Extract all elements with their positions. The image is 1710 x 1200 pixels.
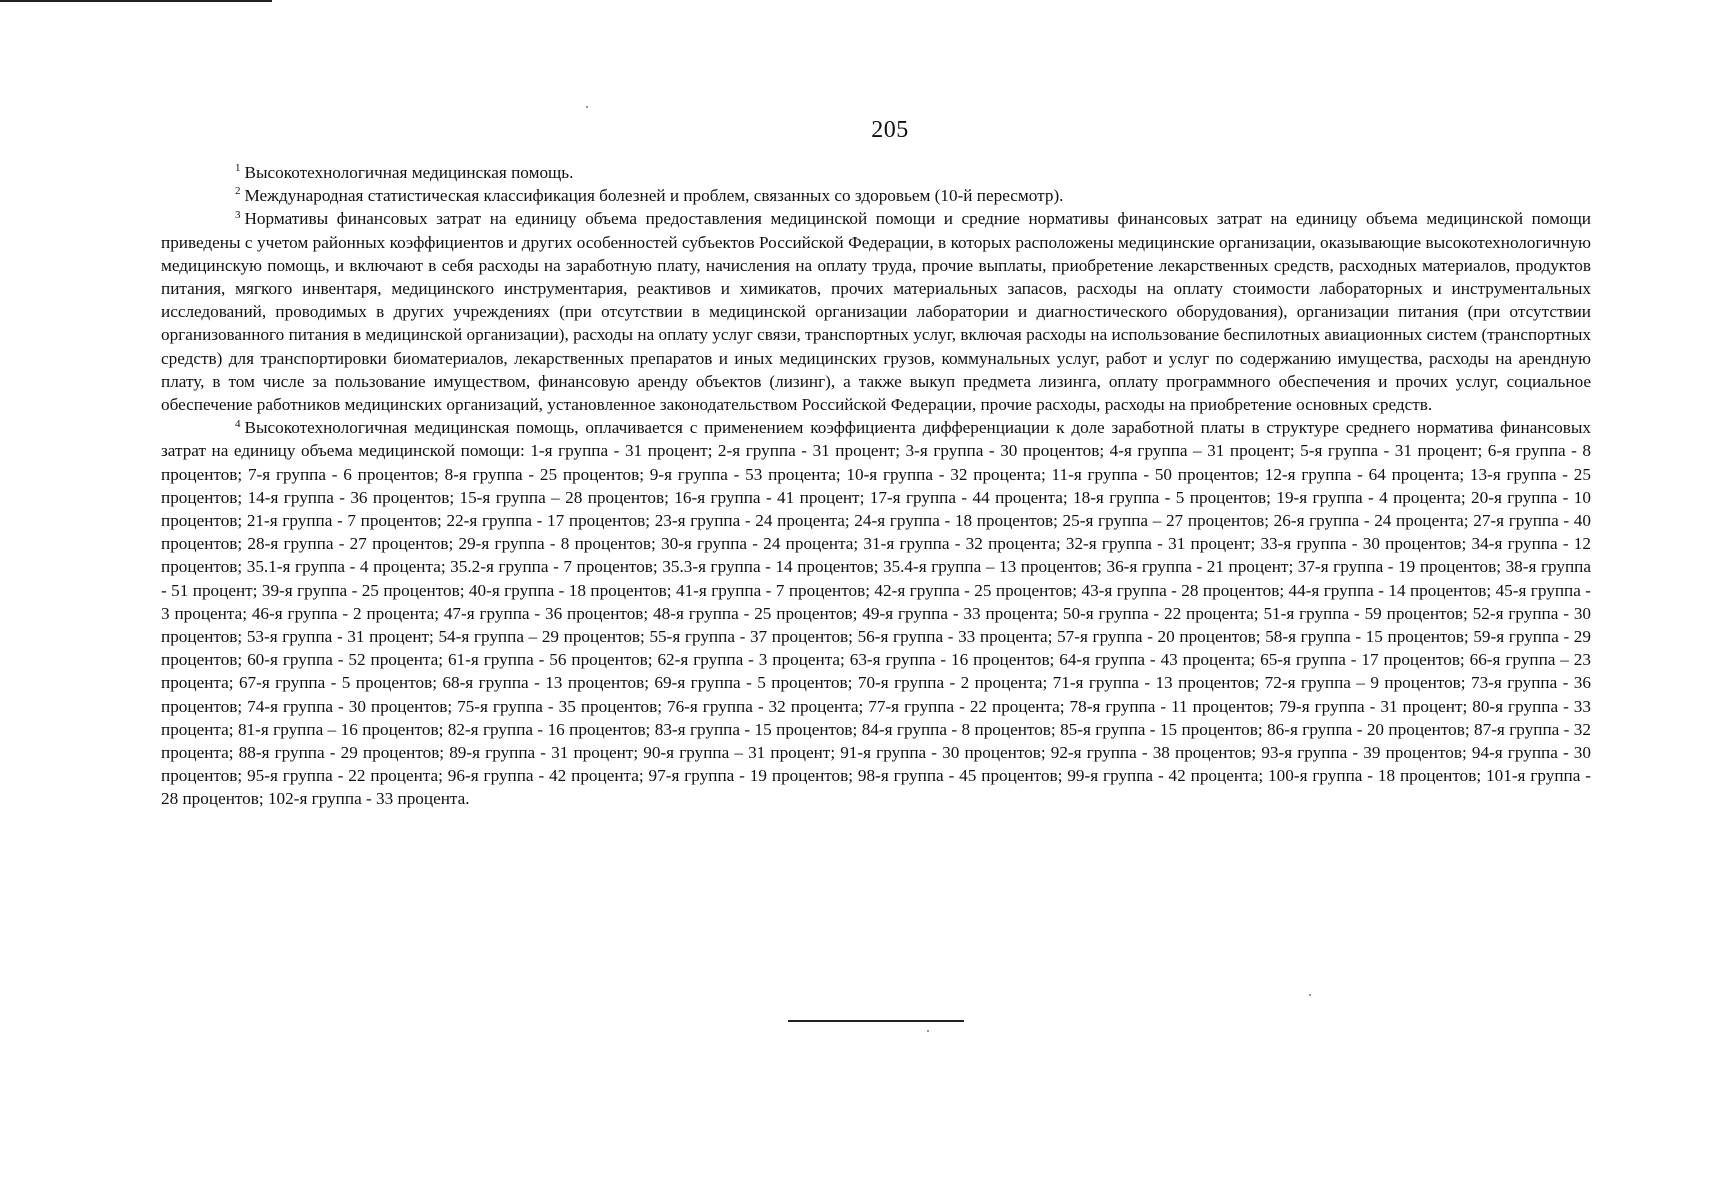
- scan-speck: [1309, 994, 1311, 996]
- footnote-text: Нормативы финансовых затрат на единицу объема предоставления медицинской помощи и средние нормативы финансовых затрат на единицу объема медицинской помощи приведены с учетом районных коэффициентов и других особенностей субъектов Российской Федерации, в которых расположены медицинские организации, оказывающие высокотехнологичную медицинскую помощь, и включают в себя расходы на заработную плату, начисления на оплату труда, прочие выплаты, приобретение лекарственных средств, расходных материалов, продуктов питания, мягкого инвентаря, медицинского инструментария, реактивов и химикатов, прочих материальных запасов, расходы на оплату стоимости лабораторных и инструментальных исследований, проводимых в других учреждениях (при отсутствии в медицинской организации лаборатории и диагностического оборудования), организации питания (при отсутствии организованного питания в медицинской организации), расходы на оплату услуг связи, транспортных услуг, включая расходы на использование беспилотных авиационных систем (транспортных средств) для транспортировки биоматериалов, лекарственных препаратов и иных медицинских грузов, коммунальных услуг, работ и услуг по содержанию имущества, расходы на арендную плату, в том числе за пользование имуществом, финансовую аренду объектов (лизинг), а также выкуп предмета лизинга, оплату программного обеспечения и прочих услуг, социальное обеспечение работников медицинских организаций, установленное законодательством Российской Федерации, прочие расходы, расходы на приобретение основных средств.: [161, 209, 1591, 415]
- footnote-text: Высокотехнологичная медицинская помощь, оплачивается с применением коэффициента дифференциации к доле заработной платы в структуре среднего норматива финансовых затрат на единицу объема медицинской помощи: 1-я группа - 31 процент; 2-я группа - 31 процент; 3-я группа - 30 процентов; 4-я группа – 31 процент; 5-я группа - 31 процент; 6-я группа - 8 процентов; 7-я группа - 6 процентов; 8-я группа - 25 процентов; 9-я группа - 53 процента; 10-я группа - 32 процента; 11-я группа - 50 процентов; 12-я группа - 64 процента; 13-я группа - 25 процентов; 14-я группа - 36 процентов; 15-я группа – 28 процентов; 16-я группа - 41 процент; 17-я группа - 44 процента; 18-я группа - 5 процентов; 19-я группа - 4 процента; 20-я группа - 10 процентов; 21-я группа - 7 процентов; 22-я группа - 17 процентов; 23-я группа - 24 процента; 24-я группа - 18 процентов; 25-я группа – 27 процентов; 26-я группа - 24 процента; 27-я группа - 40 процентов; 28-я группа - 27 процентов; 29-я группа - 8 процентов; 30-я группа - 24 процента; 31-я группа - 32 процента; 32-я группа - 31 процент; 33-я группа - 30 процентов; 34-я группа - 12 процентов; 35.1-я группа - 4 процента; 35.2-я группа - 7 процентов; 35.3-я группа - 14 процентов; 35.4-я группа – 13 процентов; 36-я группа - 21 процент; 37-я группа - 19 процентов; 38-я группа - 51 процент; 39-я группа - 25 процентов; 40-я группа - 18 процентов; 41-я группа - 7 процентов; 42-я группа - 25 процентов; 43-я группа - 28 процентов; 44-я группа - 14 процентов; 45-я группа - 3 процента; 46-я группа - 2 процента; 47-я группа - 36 процентов; 48-я группа - 25 процентов; 49-я группа - 33 процента; 50-я группа - 22 процента; 51-я группа - 59 процентов; 52-я группа - 30 процентов; 53-я группа - 31 процент; 54-я группа – 29 процентов; 55-я группа - 37 процентов; 56-я группа - 33 процента; 57-я группа - 20 процентов; 58-я группа - 15 процентов; 59-я группа - 29 процентов; 60-я группа - 52 процента; 61-я группа - 56 процентов; 62-я группа - 3 процента; 63-я группа - 16 процентов; 64-я группа - 43 процента; 65-я группа - 17 процентов; 66-я группа – 23 процента; 67-я группа - 5 процентов; 68-я группа - 13 процентов; 69-я группа - 5 процентов; 70-я группа - 2 процента; 71-я группа - 13 процентов; 72-я группа – 9 процентов; 73-я группа - 36 процентов; 74-я группа - 30 процентов; 75-я группа - 35 процентов; 76-я группа - 32 процента; 77-я группа - 22 процента; 78-я группа - 11 процентов; 79-я группа - 31 процент; 80-я группа - 33 процента; 81-я группа – 16 процентов; 82-я группа - 16 процентов; 83-я группа - 15 процентов; 84-я группа - 8 процентов; 85-я группа - 15 процентов; 86-я группа - 20 процентов; 87-я группа - 32 процента; 88-я группа - 29 процентов; 89-я группа - 31 процент; 90-я группа – 31 процент; 91-я группа - 30 процентов; 92-я группа - 38 процентов; 93-я группа - 39 процентов; 94-я группа - 30 процентов; 95-я группа - 22 процента; 96-я группа - 42 процента; 97-я группа - 19 процентов; 98-я группа - 45 процентов; 99-я группа - 42 процента; 100-я группа - 18 процентов; 101-я группа - 28 процентов; 102-я группа - 33 процента.: [161, 418, 1591, 809]
- page-number: 205: [871, 117, 909, 143]
- footnote-text: Международная статистическая классификация болезней и проблем, связанных со здоровьем (10-й пересмотр).: [244, 186, 1064, 206]
- scan-speck: [927, 1030, 929, 1032]
- scan-speck: [586, 106, 588, 108]
- closing-rule: [788, 1020, 964, 1022]
- footnote-marker: 2: [235, 185, 241, 198]
- footnotes-block: [161, 161, 1591, 811]
- footnote-marker: 1: [235, 162, 241, 175]
- footnote-4: [161, 416, 1591, 810]
- footnote-2: [161, 184, 1591, 207]
- footnote-marker: 4: [235, 417, 241, 430]
- footnote-1: [161, 161, 1591, 184]
- footnote-3: [161, 207, 1591, 416]
- footnote-text: Высокотехнологичная медицинская помощь.: [244, 163, 574, 182]
- footnote-marker: 3: [235, 208, 241, 221]
- top-edge-rule: [0, 0, 272, 2]
